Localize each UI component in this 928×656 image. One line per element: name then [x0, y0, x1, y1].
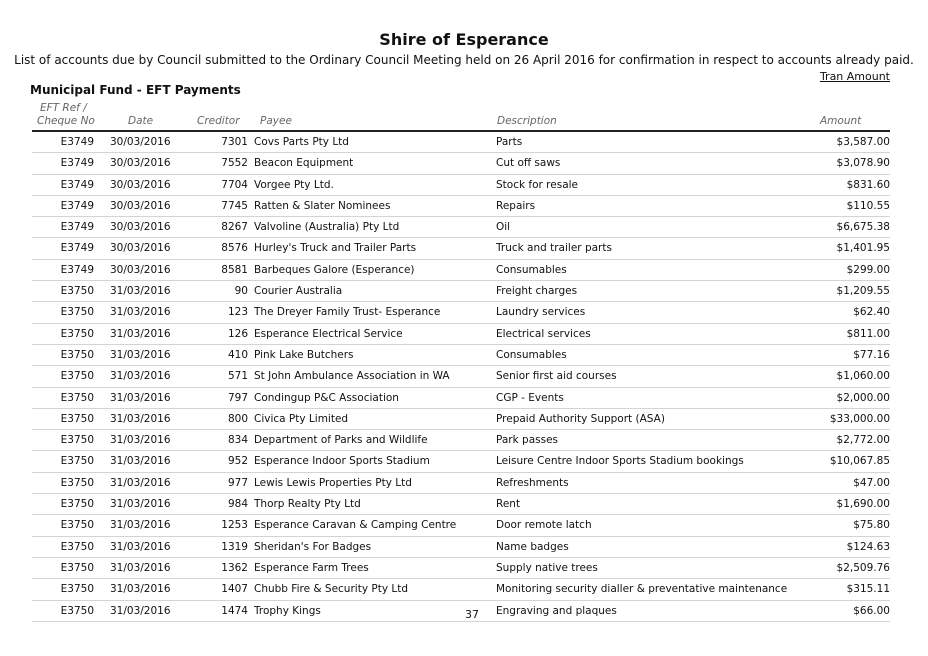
cell-payee: Covs Parts Pty Ltd: [254, 136, 349, 148]
cell-ref: E3749: [60, 221, 94, 234]
cell-amount: $47.00: [853, 476, 890, 489]
cell-creditor: 7704: [221, 178, 248, 191]
cell-ref: E3750: [60, 561, 94, 574]
cell-date: 31/03/2016: [110, 476, 171, 489]
cell-ref: E3750: [60, 327, 94, 340]
report-subtitle: List of accounts due by Council submitted to the Ordinary Council Meeting held on 26 April 2016 for confirmation in respect to accounts already paid.: [14, 53, 914, 67]
cell-date: 30/03/2016: [110, 136, 171, 148]
cell-date: 31/03/2016: [110, 455, 171, 468]
cell-payee: Lewis Lewis Properties Pty Ltd: [254, 476, 412, 489]
table-row: [32, 217, 890, 238]
cell-ref: E3750: [60, 583, 94, 596]
cell-payee: Barbeques Galore (Esperance): [254, 263, 415, 276]
payments-table: [32, 132, 890, 622]
table-row: [32, 281, 890, 302]
cell-description: Rent: [496, 498, 521, 511]
cell-payee: Esperance Electrical Service: [254, 327, 403, 340]
cell-description: Repairs: [496, 199, 536, 212]
cell-payee: Valvoline (Australia) Pty Ltd: [254, 221, 400, 234]
cell-amount: $299.00: [846, 263, 890, 276]
table-row: [32, 366, 890, 387]
cell-ref: E3749: [60, 178, 94, 191]
cell-creditor: 90: [234, 285, 248, 298]
cell-date: 31/03/2016: [110, 391, 171, 404]
cell-creditor: 7301: [221, 136, 248, 148]
cell-amount: $1,060.00: [836, 370, 890, 383]
cell-ref: E3750: [60, 540, 94, 553]
col-header-payee: Payee: [260, 115, 292, 127]
cell-date: 31/03/2016: [110, 434, 171, 447]
cell-ref: E3750: [60, 412, 94, 425]
cell-description: Electrical services: [496, 327, 591, 340]
cell-payee: Condingup P&C Association: [254, 391, 399, 404]
cell-description: Door remote latch: [496, 519, 592, 532]
cell-date: 31/03/2016: [110, 498, 171, 511]
table-row: [32, 558, 890, 579]
cell-creditor: 571: [227, 370, 248, 383]
table-row: [32, 494, 890, 515]
cell-creditor: 8581: [221, 263, 248, 276]
page-number: 37: [465, 608, 479, 621]
cell-ref: E3750: [60, 498, 94, 511]
cell-description: Supply native trees: [496, 561, 598, 574]
cell-payee: St John Ambulance Association in WA: [254, 370, 450, 383]
section-heading: Municipal Fund - EFT Payments: [30, 83, 241, 97]
cell-creditor: 1407: [221, 583, 248, 596]
col-header-ref-line1: EFT Ref /: [40, 102, 87, 114]
cell-date: 31/03/2016: [110, 370, 171, 383]
table-row: [32, 153, 890, 174]
cell-creditor: 984: [227, 498, 248, 511]
cell-creditor: 834: [227, 434, 248, 447]
cell-amount: $315.11: [846, 583, 890, 596]
cell-payee: Vorgee Pty Ltd.: [254, 178, 334, 191]
cell-amount: $62.40: [853, 306, 890, 319]
table-row: [32, 196, 890, 217]
cell-date: 31/03/2016: [110, 519, 171, 532]
cell-ref: E3750: [60, 348, 94, 361]
cell-description: Stock for resale: [496, 178, 579, 191]
cell-date: 30/03/2016: [110, 242, 171, 255]
cell-payee: Courier Australia: [254, 285, 343, 298]
cell-payee: Chubb Fire & Security Pty Ltd: [254, 583, 408, 596]
cell-date: 31/03/2016: [110, 540, 171, 553]
cell-creditor: 410: [227, 348, 248, 361]
tran-amount-label: Tran Amount: [819, 70, 890, 83]
cell-date: 31/03/2016: [110, 348, 171, 361]
cell-date: 31/03/2016: [110, 412, 171, 425]
cell-description: Parts: [496, 136, 523, 148]
table-row: [32, 409, 890, 430]
table-row: [32, 537, 890, 558]
cell-creditor: 7745: [221, 199, 248, 212]
cell-creditor: 1474: [221, 604, 248, 617]
cell-description: Consumables: [496, 263, 567, 276]
cell-amount: $1,690.00: [836, 498, 890, 511]
cell-date: 31/03/2016: [110, 306, 171, 319]
cell-description: Truck and trailer parts: [496, 242, 612, 255]
cell-creditor: 8576: [221, 242, 248, 255]
cell-amount: $2,000.00: [836, 391, 890, 404]
cell-description: Prepaid Authority Support (ASA): [496, 412, 665, 425]
cell-date: 31/03/2016: [110, 604, 171, 617]
cell-description: Name badges: [496, 540, 569, 553]
cell-date: 30/03/2016: [110, 157, 171, 170]
cell-amount: $831.60: [846, 178, 890, 191]
cell-payee: Pink Lake Butchers: [254, 348, 354, 361]
cell-date: 30/03/2016: [110, 263, 171, 276]
table-row: [32, 324, 890, 345]
cell-date: 30/03/2016: [110, 221, 171, 234]
cell-amount: $2,772.00: [836, 434, 890, 447]
cell-amount: $6,675.38: [836, 221, 890, 234]
cell-creditor: 7552: [221, 157, 248, 170]
cell-amount: $110.55: [846, 199, 890, 212]
cell-amount: $2,509.76: [836, 561, 890, 574]
table-row: [32, 388, 890, 409]
cell-ref: E3749: [60, 199, 94, 212]
table-row: [32, 345, 890, 366]
cell-creditor: 977: [227, 476, 248, 489]
cell-description: Park passes: [496, 434, 559, 447]
cell-creditor: 800: [227, 412, 248, 425]
table-row: [32, 238, 890, 259]
cell-description: Laundry services: [496, 306, 586, 319]
cell-creditor: 797: [227, 391, 248, 404]
cell-ref: E3750: [60, 604, 94, 617]
cell-ref: E3750: [60, 434, 94, 447]
table-row: [32, 579, 890, 600]
cell-date: 30/03/2016: [110, 178, 171, 191]
cell-amount: $66.00: [853, 604, 890, 617]
cell-creditor: 123: [227, 306, 248, 319]
cell-payee: Civica Pty Limited: [254, 412, 349, 425]
report-title: Shire of Esperance: [379, 30, 549, 49]
cell-date: 31/03/2016: [110, 285, 171, 298]
cell-description: Engraving and plaques: [496, 604, 617, 617]
cell-payee: Thorp Realty Pty Ltd: [254, 498, 361, 511]
cell-description: Senior first aid courses: [496, 370, 617, 383]
table-row: [32, 451, 890, 472]
cell-ref: E3750: [60, 476, 94, 489]
cell-amount: $33,000.00: [829, 412, 890, 425]
cell-description: CGP - Events: [496, 391, 564, 404]
cell-payee: Esperance Indoor Sports Stadium: [254, 455, 430, 468]
table-row: [32, 302, 890, 323]
cell-amount: $811.00: [846, 327, 890, 340]
cell-description: Cut off saws: [496, 157, 561, 170]
cell-amount: $77.16: [853, 348, 890, 361]
table-row: [32, 260, 890, 281]
cell-creditor: 1362: [221, 561, 248, 574]
cell-ref: E3750: [60, 370, 94, 383]
cell-ref: E3750: [60, 285, 94, 298]
cell-description: Freight charges: [496, 285, 578, 298]
cell-ref: E3749: [60, 157, 94, 170]
cell-ref: E3750: [60, 519, 94, 532]
table-row: [32, 175, 890, 196]
col-header-creditor: Creditor: [197, 115, 240, 127]
cell-amount: $3,078.90: [836, 157, 890, 170]
cell-ref: E3749: [60, 263, 94, 276]
cell-amount: $1,209.55: [836, 285, 890, 298]
cell-payee: Ratten & Slater Nominees: [254, 199, 391, 212]
cell-date: 31/03/2016: [110, 327, 171, 340]
cell-description: Consumables: [496, 348, 567, 361]
cell-amount: $75.80: [853, 519, 890, 532]
cell-payee: Hurley's Truck and Trailer Parts: [254, 242, 417, 255]
cell-description: Refreshments: [496, 476, 569, 489]
cell-description: Oil: [496, 221, 511, 234]
cell-creditor: 126: [227, 327, 248, 340]
cell-payee: Esperance Farm Trees: [254, 561, 369, 574]
cell-description: Monitoring security dialler & preventative maintenance: [496, 583, 788, 596]
cell-description: Leisure Centre Indoor Sports Stadium bookings: [496, 455, 744, 468]
cell-amount: $124.63: [846, 540, 890, 553]
cell-date: 31/03/2016: [110, 561, 171, 574]
table-row: [32, 515, 890, 536]
cell-payee: Trophy Kings: [254, 604, 321, 617]
cell-creditor: 1319: [221, 540, 248, 553]
col-header-ref-line2: Cheque No: [37, 115, 95, 127]
col-header-amount: Amount: [820, 115, 862, 127]
cell-creditor: 952: [227, 455, 248, 468]
table-row: [32, 132, 890, 153]
cell-date: 31/03/2016: [110, 583, 171, 596]
cell-payee: The Dreyer Family Trust- Esperance: [254, 306, 441, 319]
cell-payee: Department of Parks and Wildlife: [254, 434, 428, 447]
cell-ref: E3749: [60, 136, 94, 148]
cell-ref: E3750: [60, 391, 94, 404]
cell-creditor: 8267: [221, 221, 248, 234]
cell-ref: E3750: [60, 306, 94, 319]
cell-payee: Sheridan's For Badges: [254, 540, 372, 553]
cell-creditor: 1253: [221, 519, 248, 532]
cell-amount: $3,587.00: [836, 136, 890, 148]
cell-amount: $1,401.95: [836, 242, 890, 255]
cell-date: 30/03/2016: [110, 199, 171, 212]
cell-ref: E3749: [60, 242, 94, 255]
table-row: [32, 430, 890, 451]
col-header-description: Description: [497, 115, 557, 127]
cell-amount: $10,067.85: [829, 455, 890, 468]
cell-ref: E3750: [60, 455, 94, 468]
cell-payee: Beacon Equipment: [254, 157, 354, 170]
table-row: [32, 473, 890, 494]
col-header-date: Date: [128, 115, 154, 127]
cell-payee: Esperance Caravan & Camping Centre: [254, 519, 457, 532]
